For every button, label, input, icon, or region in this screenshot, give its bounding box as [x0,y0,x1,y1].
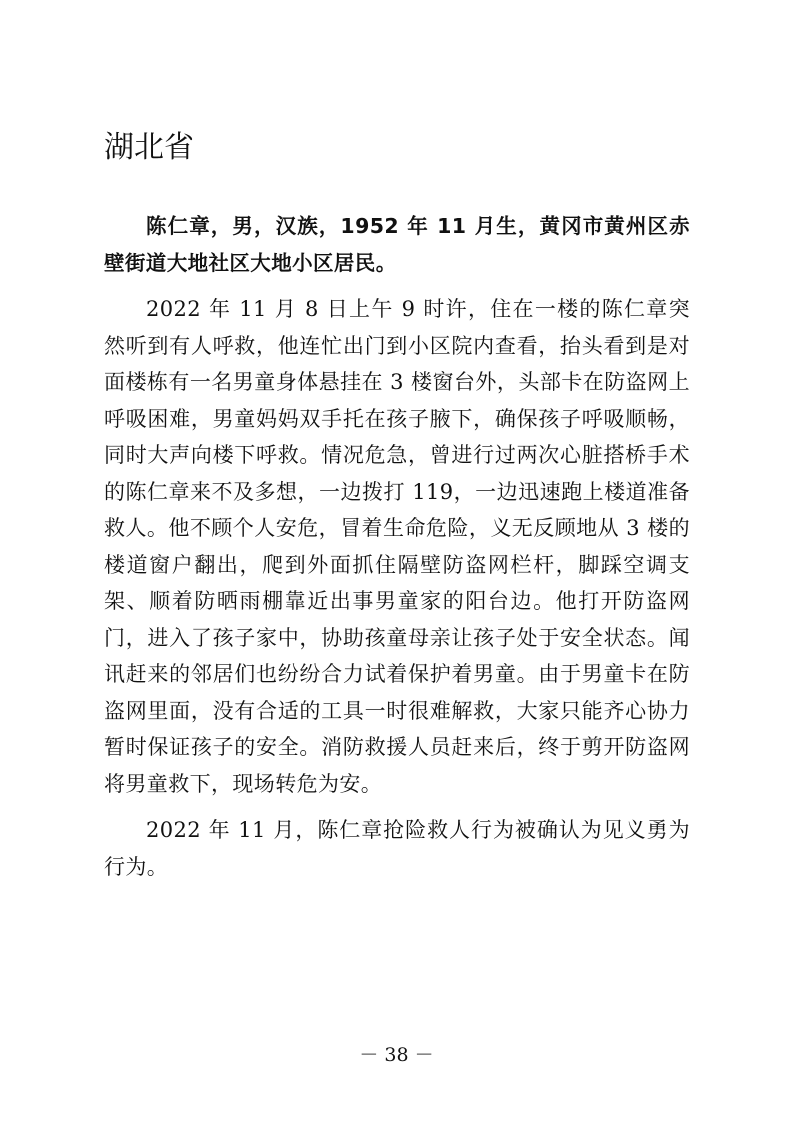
province-heading: 湖北省 [104,130,194,165]
page-number: － 38 － [359,1044,434,1066]
person-intro-paragraph: 陈仁章，男，汉族，1952 年 11 月生，黄冈市黄州区赤壁街道大地社区大地小区居民。 [104,214,690,275]
incident-paragraph: 2022 年 11 月 8 日上午 9 时许，住在一楼的陈仁章突然听到有人呼救，他连忙出门到小区院内查看，抬头看到是对面楼栋有一名男童身体悬挂在 3 楼窗台外，头部卡在防盗网上呼吸困难，男童妈妈双手托在孩子腋下，确保孩子呼吸顺畅，同时大声向楼下呼救。情况危急，曾进行过两次心脏搭桥手术的陈仁章来不及多想，一边拨打 119，一边迅速跑上楼道准备救人。他不顾个人安危，冒着生命危险，义无反顾地从 3 楼的楼道窗户翻出，爬到外面抓住隔壁防盗网栏杆，脚踩空调支架、顺着防晒雨棚靠近出事男童家的阳台边。他打开防盗网门，进入了孩子家中，协助孩童母亲让孩子处于安全状态。闻讯赶来的邻居们也纷纷合力试着保护着男童。由于男童卡在防盗网里面，没有合适的工具一时很难解救，大家只能齐心协力暂时保证孩子的安全。消防救援人员赶来后，终于剪开防盗网将男童救下，现场转危为安。 [104,297,690,796]
document-body [104,208,690,895]
recognition-paragraph: 2022 年 11 月，陈仁章抢险救人行为被确认为见义勇为行为。 [104,818,690,879]
